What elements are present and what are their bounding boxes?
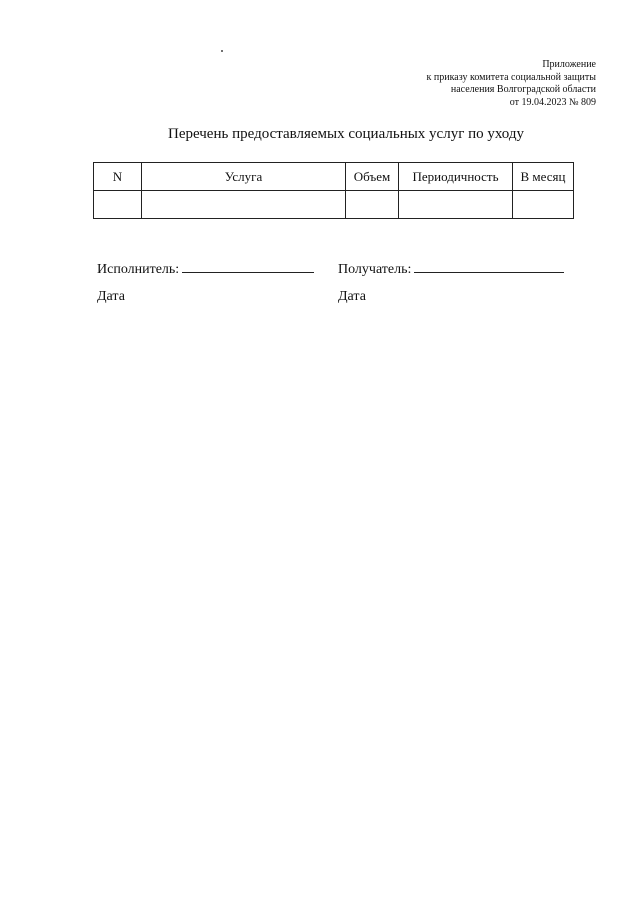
executor-signature-line	[182, 260, 314, 273]
table-cell	[94, 191, 142, 219]
document-title: Перечень предоставляемых социальных услуг по уходу	[167, 126, 525, 142]
table-cell	[346, 191, 399, 219]
appendix-line: Приложение	[542, 59, 596, 70]
table-cell	[142, 191, 346, 219]
executor-signature	[97, 260, 314, 278]
scan-speck	[221, 50, 223, 52]
table-header-row	[94, 163, 574, 191]
recipient-date-label: Дата	[338, 289, 366, 304]
executor-label: Исполнитель:	[97, 262, 180, 277]
date-number-line: от 19.04.2023 № 809	[509, 96, 596, 108]
order-line: к приказу комитета социальной защиты	[426, 71, 596, 83]
column-header-n: N	[94, 163, 142, 191]
column-header-service: Услуга	[142, 163, 346, 191]
appendix-header	[427, 59, 596, 109]
executor-date-label: Дата	[97, 289, 125, 304]
column-header-per-month: В месяц	[513, 163, 574, 191]
recipient-label: Получатель:	[338, 262, 412, 277]
recipient-signature-line	[414, 260, 564, 273]
column-header-volume: Объем	[346, 163, 399, 191]
services-table	[93, 162, 574, 219]
column-header-periodicity: Периодичность	[399, 163, 513, 191]
table-row	[94, 191, 574, 219]
table-cell	[399, 191, 513, 219]
recipient-signature	[338, 260, 564, 278]
table-cell	[513, 191, 574, 219]
region-line: населения Волгоградской области	[450, 84, 596, 95]
